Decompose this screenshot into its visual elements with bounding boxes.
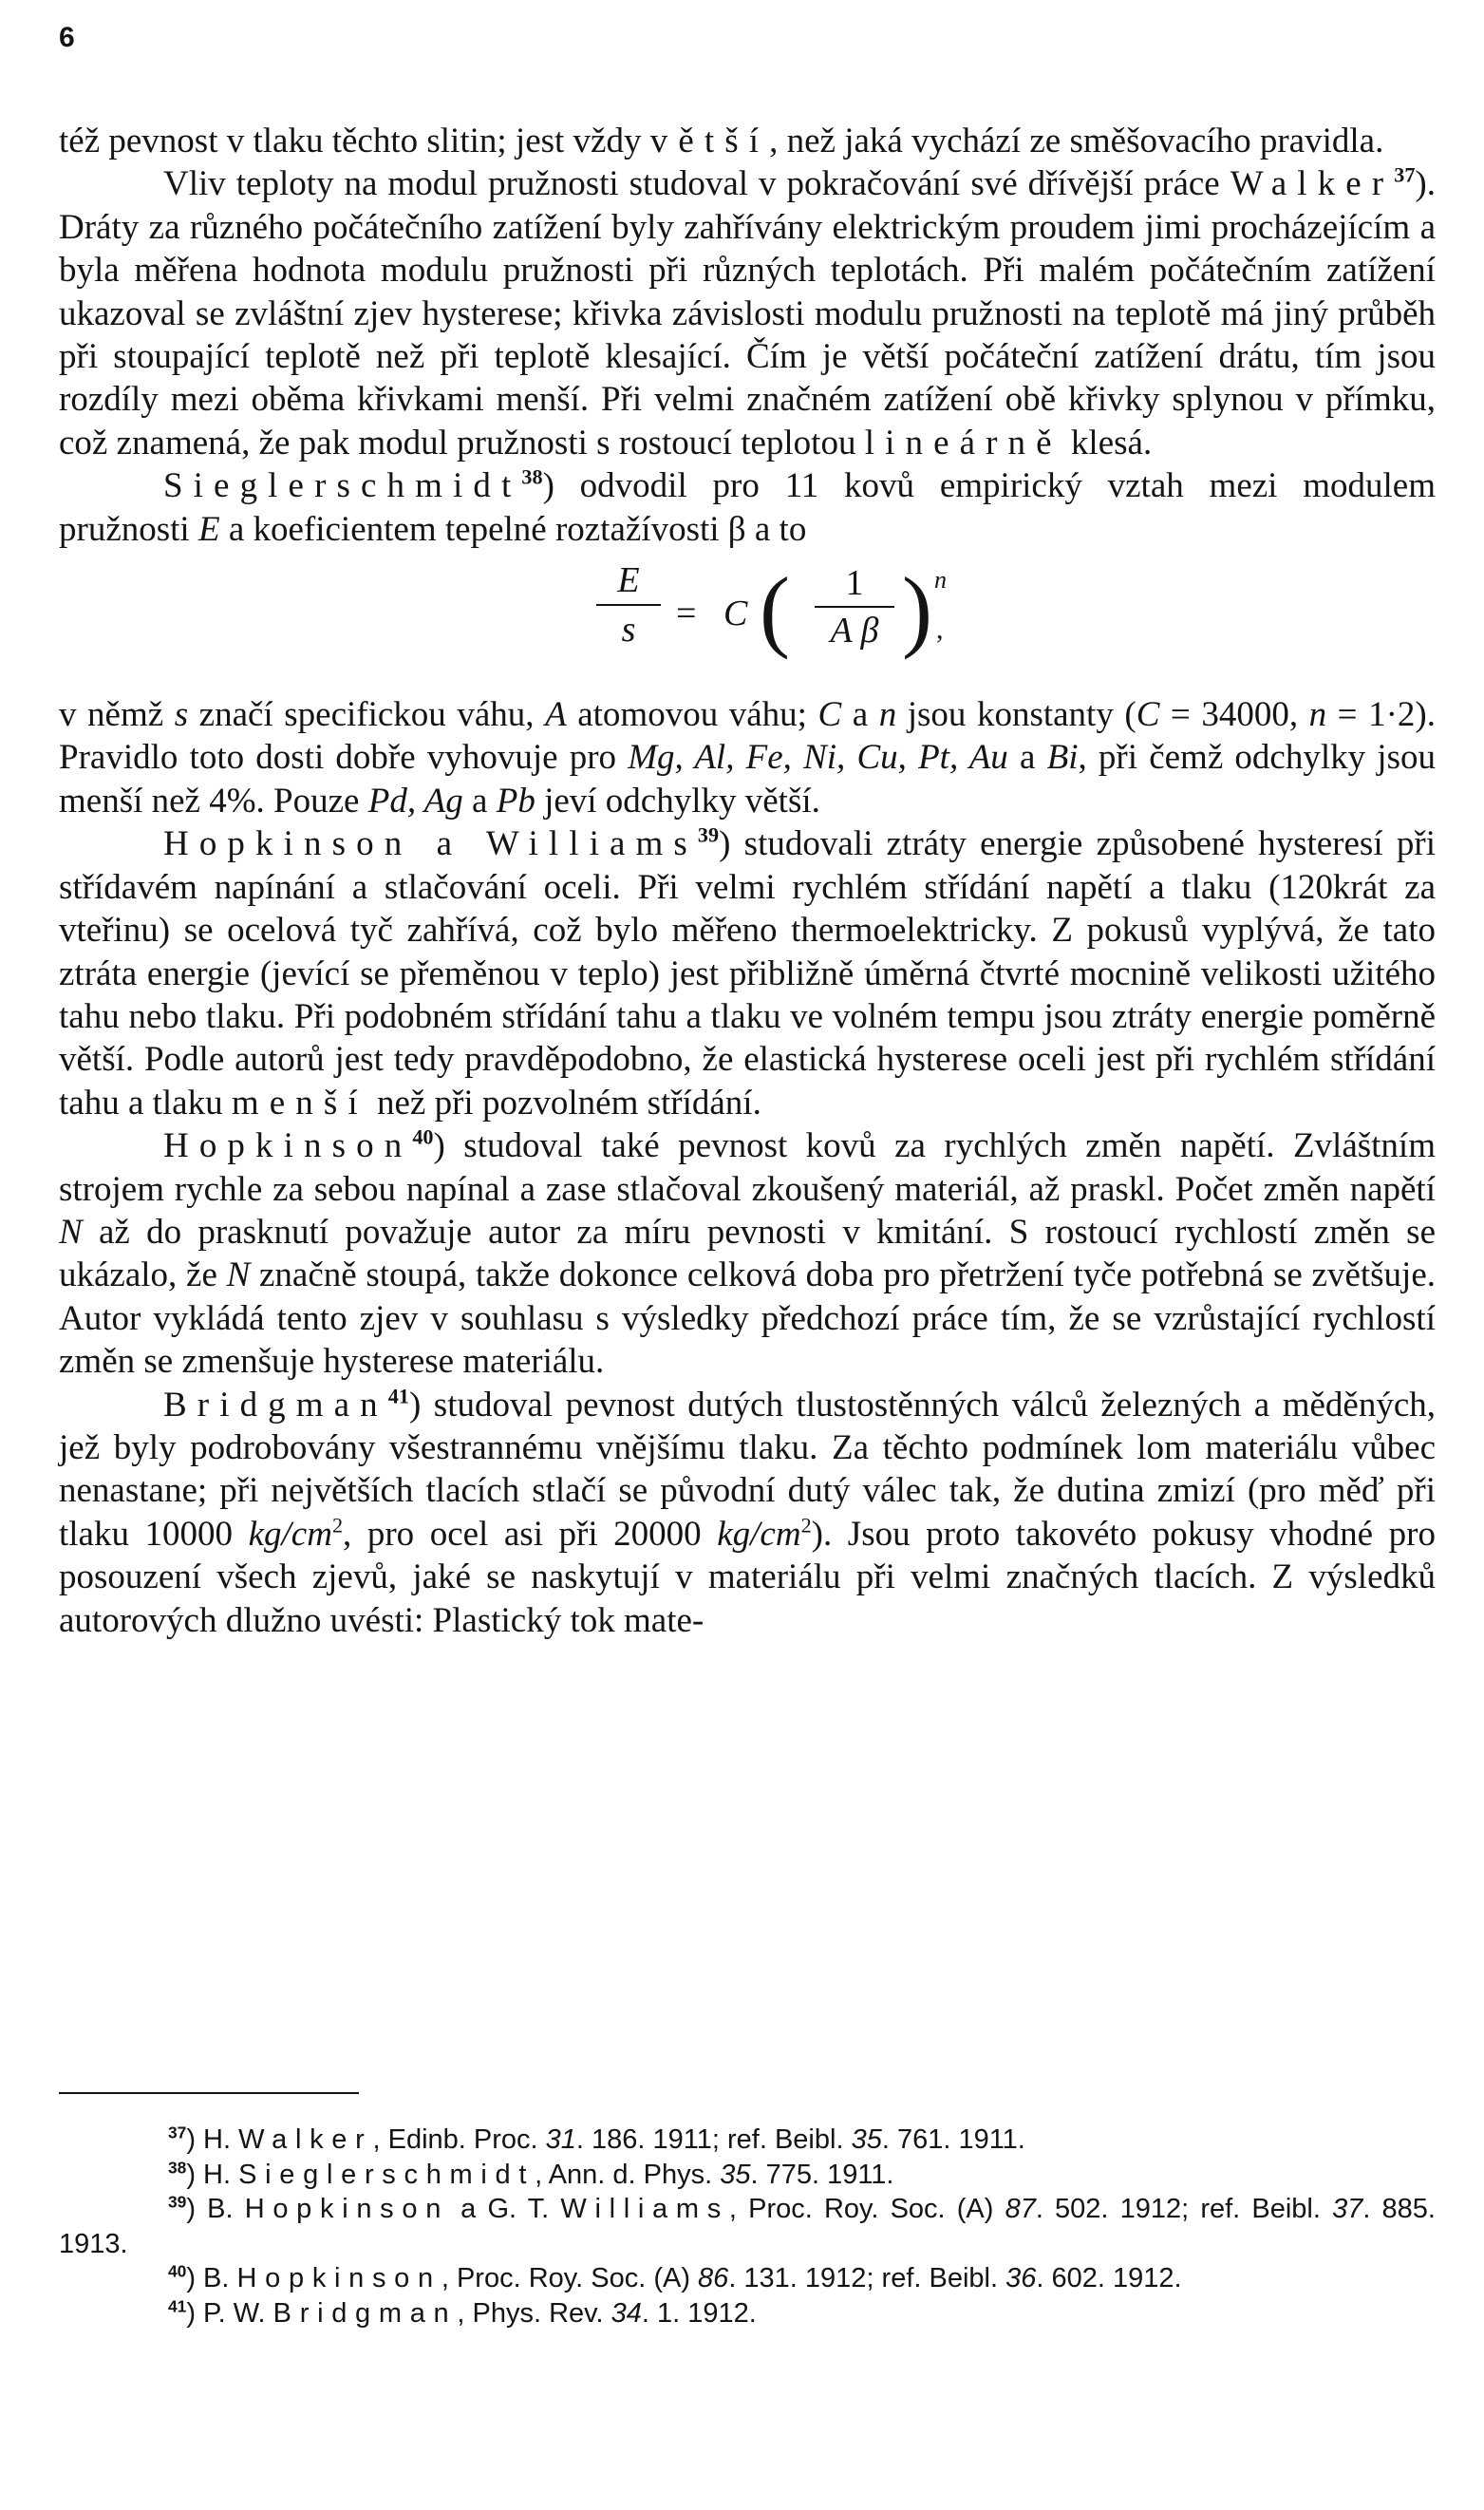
- paragraph: Sieglerschmidt$^{38}$) odvodil pro 11 kovů empirický vztah mezi modulem pružnosti E a koeficientem tepelné roztažívosti β a to: [59, 464, 1436, 549]
- footnote-divider: [59, 2092, 359, 2094]
- fraction-bar: [596, 604, 661, 606]
- formula-equals: =: [676, 594, 697, 634]
- right-paren: ): [902, 558, 932, 661]
- paragraph: též pevnost v tlaku těchto slitin; jest vždy větší, než jaká vychází ze směšovacího pravidla.: [59, 122, 1384, 160]
- main-text: [59, 120, 1436, 1642]
- footnote: $^{37}$) H. Walker, Edinb. Proc. 31. 186. 1911; ref. Beibl. 35. 761. 1911.: [168, 2123, 1025, 2155]
- paragraph: Vliv teploty na modul pružnosti studoval v pokračování své dřívější práce Walker$^{37}$). Dráty za různého počátečního zatížení byly zahřívány elektrickým proudem jimi procházejícím a byla měřena hodnota modulu pružnosti při různých teplotách. Při malém počátečním zatížení ukazoval se zvláštní zjev hysterese; křivka závislosti modulu pružnosti na teplotě má jiný průběh při stoupající teplotě než při teplotě klesající. Čím je větší počáteční zatížení drátu, tím jsou rozdíly mezi oběma křivkami menší. Při velmi značném zatížení obě křivky splynou v přímku, což znamená, že pak modul pružnosti s rostoucí teplotou lineárně klesá.: [59, 163, 1436, 462]
- footnotes: [59, 2123, 1436, 2331]
- paragraph: Bridgman$^{41}$) studoval pevnost dutých tlustostěnných válců železných a měděných, jež byly podrobovány všestrannému vnějšímu tlaku. Za těchto podmínek lom materiálu vůbec nenastane; při největších tlacích stlačí se původní dutý válec tak, že dutina zmizí (pro měď při tlaku 10000 $kg/cm^2$, pro ocel asi při 20000 $kg/cm^2$). Jsou proto takovéto pokusy vhodné pro posouzení všech zjevů, jaké se naskytují v materiálu při velmi značných tlacích. Z výsledků autorových dlužno uvésti: Plastický tok mate-: [59, 1384, 1436, 1640]
- footnote: $^{41}$) P. W. Bridgman, Phys. Rev. 34. 1. 1912.: [168, 2295, 757, 2329]
- formula-inner-denominator: A β: [830, 611, 879, 651]
- paragraph: v němž s značí specifickou váhu, A atomovou váhu; C a n jsou konstanty (C = 34000, n = 1·2). Pravidlo toto dosti dobře vyhovuje pro Mg, Al, Fe, Ni, Cu, Pt, Au a Bi, při čemž odchylky jsou menší než 4%. Pouze Pd, Ag a Pb jeví odchylky větší.: [59, 695, 1436, 821]
- footnote: $^{39}$) B. Hopkinson a G. T. Williams, Proc. Roy. Soc. (A) 87. 502. 1912; ref. Beibl. 37. 885. 1913.: [59, 2192, 1436, 2259]
- footnote: $^{40}$) B. Hopkinson, Proc. Roy. Soc. (A) 86. 131. 1912; ref. Beibl. 36. 602. 1912.: [168, 2261, 1182, 2293]
- formula-left-fraction: [591, 558, 667, 651]
- formula-constant: C: [723, 594, 748, 634]
- left-paren: (: [760, 558, 790, 661]
- page-number: 6: [59, 22, 75, 53]
- formula-exponent: n: [934, 566, 947, 594]
- formula-denominator: s: [621, 610, 636, 651]
- formula-trailing: ,: [936, 613, 944, 646]
- formula-numerator: E: [617, 560, 640, 601]
- footnote: $^{38}$) H. Sieglerschmidt, Ann. d. Phys. 35. 775. 1911.: [168, 2157, 894, 2190]
- formula: [59, 551, 1436, 693]
- paragraphs-after-formula: [59, 693, 1436, 1642]
- fraction-bar: [815, 606, 894, 608]
- paragraph: Hopkinson$^{40}$) studoval také pevnost kovů za rychlých změn napětí. Zvláštním strojem rychle za sebou napínal a zase stlačoval zkoušený materiál, až praskl. Počet změn napětí N až do prasknutí považuje autor za míru pevnosti v kmitání. S rostoucí rychlostí změn se ukázalo, že N značně stoupá, takže dokonce celková doba pro přetržení tyče potřebná se zvětšuje. Autor vykládá tento zjev v souhlasu s výsledky předchozí práce tím, že se vzrůstající rychlostí změn se zmenšuje hysterese materiálu.: [59, 1124, 1436, 1382]
- paragraphs-before-formula: [59, 120, 1436, 551]
- formula-inner-numerator: 1: [845, 563, 864, 604]
- paragraph: Hopkinson a Williams$^{39}$) studovali ztráty energie způsobené hysteresí při střídavém napínání a stlačování oceli. Při velmi rychlém střídání napětí a tlaku (120krát za vteřinu) se ocelová tyč zahřívá, což bylo měřeno thermoelektricky. Z pokusů vyplývá, že tato ztráta energie (jevící se přeměnou v teplo) jest přibližně úměrná čtvrté mocnině velikosti užitého tahu nebo tlaku. Při podobném střídání tahu a tlaku ve volném tempu jsou ztráty energie poměrně větší. Podle autorů jest tedy pravděpodobno, že elastická hysterese oceli jest při rychlém střídání tahu a tlaku menší než při pozvolném střídání.: [59, 822, 1436, 1123]
- formula-inner-fraction: [809, 562, 900, 651]
